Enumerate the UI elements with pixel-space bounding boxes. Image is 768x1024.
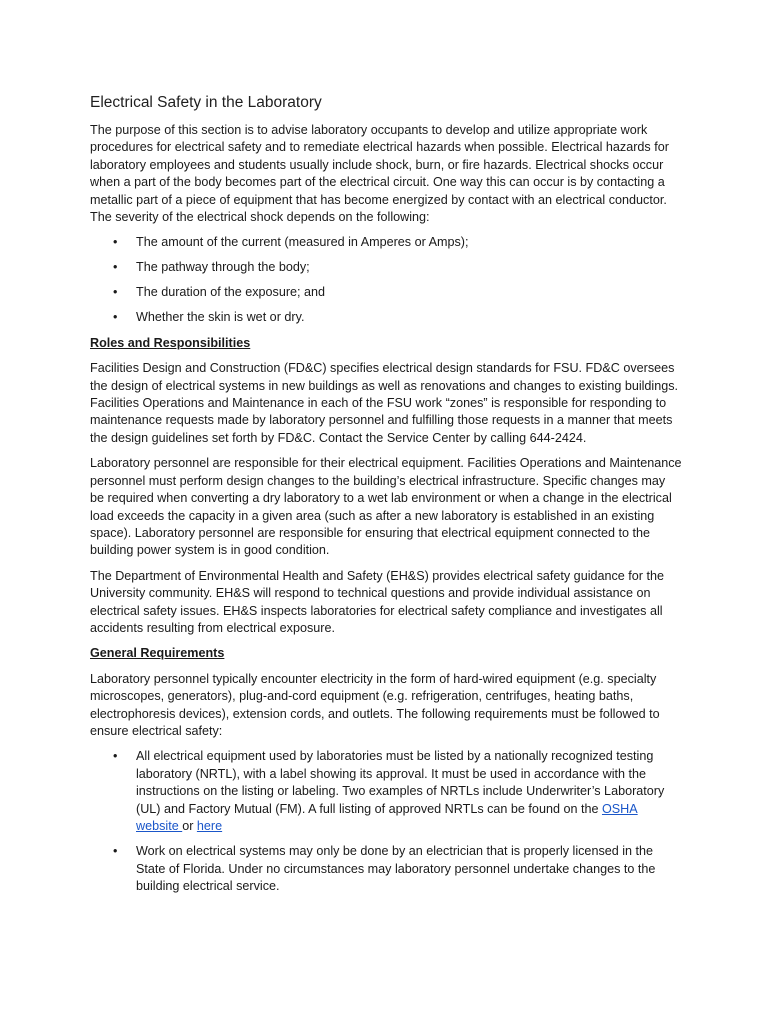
- roles-paragraph: Laboratory personnel are responsible for their electrical equipment. Facilities Operations and Maintenance personnel must perform design changes to the building’s electrical infrastructure. Specific changes may be required when converting a dry laboratory to a wet lab environment or when a change in the electrical load exceeds the capacity in a given area (such as after a new laboratory is established in an existing space). Laboratory personnel are responsible for ensuring that electrical equipment connected to the building power system is in good condition.: [90, 456, 682, 558]
- severity-factors-list: [90, 234, 682, 326]
- list-item: [90, 259, 682, 276]
- list-item: [90, 234, 682, 251]
- document-title: Electrical Safety in the Laboratory: [90, 94, 322, 111]
- list-item-text: The amount of the current (measured in Amperes or Amps);: [136, 235, 469, 250]
- bullet-icon: •: [113, 235, 118, 250]
- list-item: [90, 309, 682, 326]
- list-item-text: The duration of the exposure; and: [136, 285, 326, 300]
- list-item-text: The pathway through the body;: [136, 260, 310, 275]
- general-requirements-heading: General Requirements: [90, 646, 225, 661]
- intro-paragraph: The purpose of this section is to advise laboratory occupants to develop and utilize appropriate work procedures for electrical safety and to remediate electrical hazards when possible. Electrical hazards for laboratory employees and students usually include shock, burn, or fire hazards. Electrical shocks occur when a part of the body becomes part of the electrical circuit. One way this can occur is by contacting a metallic part of a piece of equipment that has become energized by contact with an electrical conductor. The severity of the electrical shock depends on the following:: [90, 123, 669, 225]
- requirement-text: All electrical equipment used by laboratories must be listed by a nationally recognized testing laboratory (NRTL), with a label showing its approval. It must be used in accordance with the instructions on the listing or labeling. Two examples of NRTLs include Underwriter’s Laboratory (UL) and Factory Mutual (FM). A full listing of approved NRTLs can be found on the: [136, 749, 665, 816]
- link-connector-text: or: [182, 819, 197, 833]
- list-item: [90, 284, 682, 301]
- roles-paragraph: The Department of Environmental Health and Safety (EH&S) provides electrical safety guidance for the University community. EH&S will respond to technical questions and provide individual assistance on electrical safety issues. EH&S inspects laboratories for electrical safety compliance and investigates all accidents resulting from electrical exposure.: [90, 568, 665, 635]
- requirements-list: [90, 748, 682, 895]
- bullet-icon: •: [113, 749, 118, 764]
- osha-website-link[interactable]: OSHA website: [136, 801, 638, 833]
- list-item: [90, 748, 682, 835]
- roles-heading: Roles and Responsibilities: [90, 335, 251, 350]
- list-item-text: Whether the skin is wet or dry.: [136, 310, 305, 325]
- document-page: [90, 92, 682, 904]
- list-item: [90, 843, 682, 895]
- bullet-icon: •: [113, 285, 118, 300]
- bullet-icon: •: [113, 260, 118, 275]
- roles-paragraph: Facilities Design and Construction (FD&C) specifies electrical design standards for FSU. FD&C oversees the design of electrical systems in new buildings as well as renovations and changes to existing buildings. Facilities Operations and Maintenance in each of the FSU work “zones” is responsible for responding to maintenance requests made by laboratory personnel and fulfilling those requests in a manner that meets the design guidelines set forth by FD&C. Contact the Service Center by calling 644-2424.: [90, 361, 679, 445]
- bullet-icon: •: [113, 310, 118, 325]
- requirement-text: Work on electrical systems may only be done by an electrician that is properly licensed in the State of Florida. Under no circumstances may laboratory personnel undertake changes to the building electrical service.: [136, 844, 656, 894]
- general-intro-paragraph: Laboratory personnel typically encounter electricity in the form of hard-wired equipment (e.g. specialty microscopes, generators), plug-and-cord equipment (e.g. refrigeration, centrifuges, heating baths, electrophoresis devices), extension cords, and outlets. The following requirements must be followed to ensure electrical safety:: [90, 671, 660, 738]
- here-link[interactable]: here: [196, 819, 223, 833]
- bullet-icon: •: [113, 844, 118, 859]
